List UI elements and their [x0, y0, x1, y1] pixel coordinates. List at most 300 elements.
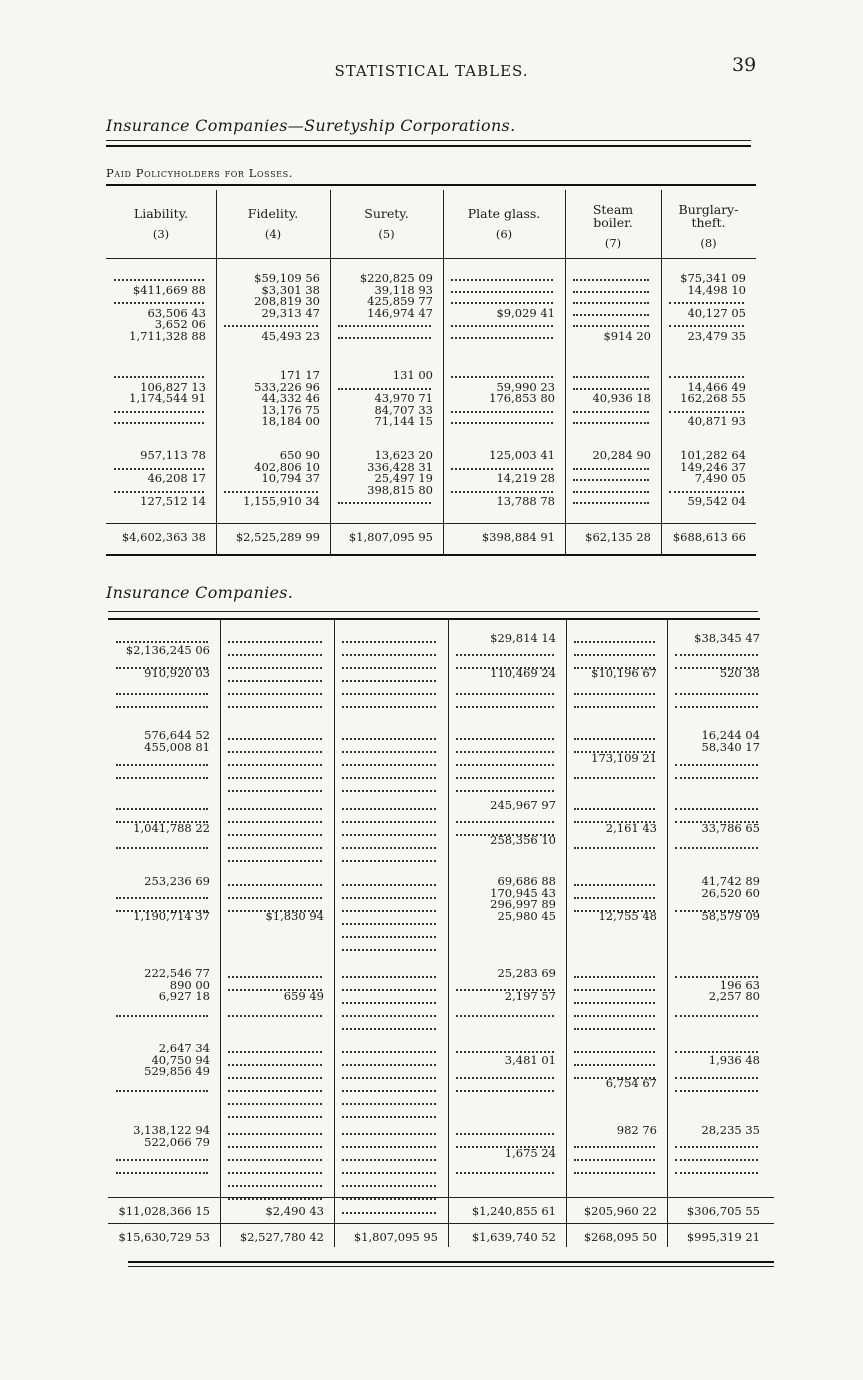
column-header-label: Fidelity. [247, 206, 299, 221]
table-cell: 196 63 2,257 80 [708, 977, 760, 1003]
dot-leader [573, 502, 649, 504]
dot-leader [342, 706, 436, 708]
table-cell: 101,282 64 149,246 37 7,490 05 59,542 04 [680, 448, 746, 508]
dot-leader [573, 388, 649, 390]
dot-leader [456, 764, 554, 766]
table-cell: $75,341 09 14,498 10 40,127 05 23,479 35 [680, 271, 746, 343]
table-cell: 131 00 43,970 71 84,707 33 71,144 15 [374, 368, 433, 428]
dot-leader [342, 654, 436, 656]
column-total: $1,807,095 95 [353, 1230, 438, 1244]
table-bottom-rule [128, 1266, 774, 1267]
dot-leader [456, 1090, 554, 1092]
dot-leader [675, 1051, 758, 1053]
table-cell: 125,003 41 14,219 28 13,788 78 [489, 448, 555, 508]
dot-leader [451, 376, 553, 378]
column-subtotal: $205,960 22 [583, 1204, 657, 1218]
column-divider [443, 190, 444, 556]
dot-leader [675, 706, 758, 708]
dot-leader [228, 860, 322, 862]
column-total: $4,602,363 38 [121, 530, 206, 544]
totals-rule [108, 1223, 774, 1224]
dot-leader [342, 764, 436, 766]
dot-leader [228, 693, 322, 695]
column-header-number: (6) [495, 227, 513, 241]
dot-leader [228, 989, 322, 991]
dot-leader [116, 1015, 208, 1017]
table-cell: 2,161 43 [605, 821, 657, 835]
table-cell: 222,546 77 890 00 6,927 18 [144, 966, 210, 1003]
dot-leader [224, 325, 318, 327]
title-rule [106, 145, 751, 147]
dot-leader [228, 1051, 322, 1053]
table-cell: 1,041,788 22 [133, 821, 210, 835]
dot-leader [228, 821, 322, 823]
dot-leader [228, 1133, 322, 1135]
dot-leader [342, 738, 436, 740]
column-subtotal: $2,490 43 [265, 1204, 324, 1218]
dot-leader [574, 989, 655, 991]
dot-leader [342, 1077, 436, 1079]
dot-leader [342, 693, 436, 695]
table-cell: 28,235 35 [701, 1123, 760, 1137]
table-cell: 982 76 [616, 1123, 657, 1137]
dot-leader [342, 680, 436, 682]
dot-leader [228, 790, 322, 792]
table-cell: $1,830 94 [265, 908, 324, 923]
dot-leader [228, 910, 322, 912]
table-cell: 6,754 67 [605, 1075, 657, 1090]
dot-leader [342, 667, 436, 669]
dot-leader [342, 860, 436, 862]
table-cell: 106,827 13 1,174,544 91 [129, 379, 206, 405]
dot-leader [456, 751, 554, 753]
dot-leader [451, 468, 553, 470]
table-cell: 2,647 34 40,750 94 529,856 49 [144, 1041, 210, 1078]
dot-leader [116, 667, 208, 669]
table-cell: $411,669 88 63,506 43 3,652 06 1,711,328 88 [129, 282, 206, 343]
totals-rule [106, 523, 756, 524]
dot-leader [573, 422, 649, 424]
dot-leader [574, 1159, 655, 1161]
dot-leader [228, 738, 322, 740]
dot-leader [342, 1198, 436, 1200]
table-cell [334, 633, 448, 713]
dot-leader [114, 491, 204, 493]
title-rule [106, 140, 751, 141]
dot-leader [456, 1133, 554, 1135]
dot-leader [456, 777, 554, 779]
dot-leader [116, 1172, 208, 1174]
dot-leader [456, 667, 554, 669]
dot-leader [574, 777, 655, 779]
dot-leader [342, 1185, 436, 1187]
column-header-number: (4) [264, 227, 282, 241]
column-subtotal: $11,028,366 15 [118, 1204, 210, 1218]
column-total: $688,613 66 [672, 530, 746, 544]
column-total: $1,807,095 95 [348, 530, 433, 544]
table-cell: 40,936 18 [592, 391, 651, 405]
dot-leader [342, 923, 436, 925]
dot-leader [574, 884, 655, 886]
table-cell: 13,623 20 336,428 31 25,497 19 398,815 80 [367, 448, 433, 497]
dot-leader [456, 1051, 554, 1053]
dot-leader [573, 302, 649, 304]
dot-leader [451, 491, 553, 493]
table-cell: 1,936 48 [708, 1052, 760, 1067]
dot-leader [228, 847, 322, 849]
dot-leader [342, 1146, 436, 1148]
dot-leader [574, 1051, 655, 1053]
dot-leader [342, 808, 436, 810]
dot-leader [675, 1159, 758, 1161]
dot-leader [228, 976, 322, 978]
column-header-number: (5) [378, 227, 395, 241]
dot-leader [224, 491, 318, 493]
section-rule [108, 611, 758, 612]
dot-leader [574, 693, 655, 695]
dot-leader [116, 1159, 208, 1161]
subtotals-rule [108, 1197, 774, 1198]
dot-leader [675, 821, 758, 823]
column-total: $2,527,780 42 [239, 1230, 324, 1244]
dot-leader [342, 884, 436, 886]
dot-leader [573, 376, 649, 378]
dot-leader [338, 325, 431, 327]
dot-leader [669, 325, 744, 327]
column-divider [448, 620, 449, 1247]
column-header-number: (3) [152, 227, 170, 241]
dot-leader [669, 491, 744, 493]
table-cell: 12,755 48 [598, 908, 657, 923]
dot-leader [228, 808, 322, 810]
dot-leader [574, 654, 655, 656]
dot-leader [342, 1103, 436, 1105]
dot-leader [228, 680, 322, 682]
table-top-rule [106, 184, 756, 186]
dot-leader [342, 1028, 436, 1030]
dot-leader [342, 1212, 436, 1214]
dot-leader [228, 1090, 322, 1092]
column-header [661, 203, 756, 250]
dot-leader [116, 808, 208, 810]
dot-leader [228, 834, 322, 836]
dot-leader [456, 1077, 554, 1079]
dot-leader [675, 1172, 758, 1174]
dot-leader [574, 706, 655, 708]
dot-leader [342, 1116, 436, 1118]
dot-leader [451, 291, 553, 293]
column-divider [566, 620, 567, 1247]
column-divider [565, 190, 566, 556]
table-cell: $29,814 14 110,469 24 [490, 631, 556, 680]
dot-leader [338, 502, 431, 504]
dot-leader [456, 989, 554, 991]
table-cell: 33,786 65 [701, 821, 760, 835]
dot-leader [456, 790, 554, 792]
dot-leader [342, 641, 436, 643]
dot-leader [228, 1015, 322, 1017]
dot-leader [574, 738, 655, 740]
dot-leader [456, 1172, 554, 1174]
dot-leader [573, 411, 649, 413]
dot-leader [675, 693, 758, 695]
dot-leader [675, 910, 758, 912]
table-subhead: Paid Policyholders for Losses. [106, 166, 293, 180]
dot-leader [342, 1064, 436, 1066]
dot-leader [675, 654, 758, 656]
column-header-label: Burglary-theft. [678, 202, 739, 230]
table-cell: $59,109 56 $3,301 38 208,819 30 29,313 47 45,493 23 [254, 271, 320, 343]
dot-leader [573, 314, 649, 316]
dot-leader [675, 667, 758, 669]
dot-leader [342, 1159, 436, 1161]
dot-leader [574, 1015, 655, 1017]
column-header [330, 207, 443, 241]
header-rule [106, 258, 756, 259]
table-cell [220, 1043, 334, 1118]
dot-leader [342, 790, 436, 792]
dot-leader [116, 764, 208, 766]
dot-leader [342, 1133, 436, 1135]
dot-leader [669, 376, 744, 378]
dot-leader [342, 989, 436, 991]
column-divider [216, 190, 217, 556]
dot-leader [574, 976, 655, 978]
dot-leader [456, 1015, 554, 1017]
table-cell: $38,345 47 520 38 [694, 631, 760, 680]
dot-leader [228, 1103, 322, 1105]
dot-leader [574, 821, 655, 823]
column-header-number: (8) [700, 236, 717, 250]
dot-leader [342, 834, 436, 836]
dot-leader [574, 910, 655, 912]
dot-leader [451, 337, 553, 339]
dot-leader [114, 279, 204, 281]
dot-leader [342, 976, 436, 978]
dot-leader [116, 821, 208, 823]
column-header-label: Steam boiler. [592, 202, 634, 230]
dot-leader [338, 337, 431, 339]
dot-leader [675, 976, 758, 978]
dot-leader [342, 1015, 436, 1017]
table-bottom-rule [128, 1261, 774, 1263]
dot-leader [116, 910, 208, 912]
dot-leader [451, 279, 553, 281]
dot-leader [451, 411, 553, 413]
dot-leader [675, 808, 758, 810]
dot-leader [574, 847, 655, 849]
dot-leader [228, 884, 322, 886]
dot-leader [342, 751, 436, 753]
dot-leader [228, 641, 322, 643]
column-total: $398,884 91 [481, 530, 555, 544]
column-header-label: Surety. [364, 206, 409, 221]
column-divider [667, 620, 668, 1247]
dot-leader [675, 1090, 758, 1092]
dot-leader [338, 388, 431, 390]
section-title-insurance-companies: Insurance Companies. [106, 583, 294, 602]
dot-leader [114, 376, 204, 378]
table-cell: 41,742 89 26,520 60 58,579 09 [701, 874, 760, 923]
dot-leader [228, 1064, 322, 1066]
dot-leader [574, 808, 655, 810]
column-header-label: Liability. [133, 206, 189, 221]
column-total: $1,639,740 52 [471, 1230, 556, 1244]
dot-leader [675, 1015, 758, 1017]
column-divider [220, 620, 221, 1247]
table-cell: $2,136,245 06 910,920 03 [125, 642, 210, 680]
dot-leader [456, 821, 554, 823]
dot-leader [573, 291, 649, 293]
column-total: $995,319 21 [686, 1230, 760, 1244]
dot-leader [342, 821, 436, 823]
dot-leader [456, 654, 554, 656]
dot-leader [114, 422, 204, 424]
dot-leader [573, 491, 649, 493]
dot-leader [228, 667, 322, 669]
table-cell: 957,113 78 46,208 17 127,512 14 [140, 448, 206, 508]
dot-leader [228, 1116, 322, 1118]
column-header [443, 207, 565, 241]
table-cell: 173,109 21 [591, 751, 657, 765]
dot-leader [456, 693, 554, 695]
column-header-number: (7) [604, 236, 622, 250]
dot-leader [669, 411, 744, 413]
table-cell: 171 17 533,226 96 44,332 46 13,176 75 18,184 00 [254, 368, 320, 428]
table-cell: $914 20 [603, 328, 651, 343]
dot-leader [574, 1002, 655, 1004]
column-total: $62,135 28 [585, 530, 651, 544]
dot-leader [228, 897, 322, 899]
dot-leader [574, 1077, 655, 1079]
dot-leader [228, 1172, 322, 1174]
column-divider [661, 190, 662, 556]
table-cell: 245,967 97 258,356 10 [490, 798, 556, 847]
dot-leader [342, 1090, 436, 1092]
table-cell: 20,284 90 [592, 448, 651, 462]
dot-leader [116, 693, 208, 695]
table-top-rule [108, 618, 760, 620]
dot-leader [114, 302, 204, 304]
dot-leader [116, 847, 208, 849]
dot-leader [574, 1146, 655, 1148]
dot-leader [342, 897, 436, 899]
dot-leader [342, 936, 436, 938]
dot-leader [342, 777, 436, 779]
dot-leader [573, 468, 649, 470]
dot-leader [574, 1064, 655, 1066]
dot-leader [116, 777, 208, 779]
dot-leader [116, 897, 208, 899]
dot-leader [675, 1077, 758, 1079]
column-total: $15,630,729 53 [118, 1230, 210, 1244]
table-cell: 650 90 402,806 10 10,794 37 1,155,910 34 [243, 448, 320, 508]
table-cell: 1,675 24 [504, 1146, 556, 1160]
table-cell [220, 633, 334, 713]
dot-leader [669, 302, 744, 304]
dot-leader [342, 1002, 436, 1004]
dot-leader [342, 847, 436, 849]
dot-leader [114, 468, 204, 470]
dot-leader [456, 834, 554, 836]
dot-leader [451, 302, 553, 304]
dot-leader [228, 1185, 322, 1187]
dot-leader [573, 325, 649, 327]
section-title-suretyship: Insurance Companies—Suretyship Corporations. [106, 116, 516, 135]
dot-leader [228, 1159, 322, 1161]
dot-leader [116, 641, 208, 643]
dot-leader [342, 910, 436, 912]
dot-leader [456, 738, 554, 740]
table-cell: 3,481 01 [504, 1052, 556, 1067]
dot-leader [574, 667, 655, 669]
dot-leader [228, 1198, 322, 1200]
column-header [216, 207, 330, 241]
dot-leader [116, 1090, 208, 1092]
column-divider [330, 190, 331, 556]
dot-leader [228, 1077, 322, 1079]
column-header [106, 207, 216, 241]
dot-leader [456, 706, 554, 708]
column-header-label: Plate glass. [467, 206, 541, 221]
column-total: $2,525,289 99 [235, 530, 320, 544]
table-cell: 576,644 52 455,008 81 [144, 728, 210, 754]
table-cell: $9,029 41 [496, 305, 555, 320]
dot-leader [573, 279, 649, 281]
table-cell: 659 49 [283, 989, 324, 1003]
table-cell: 59,990 23 176,853 80 [489, 379, 555, 405]
dot-leader [342, 1051, 436, 1053]
dot-leader [228, 777, 322, 779]
column-subtotal: $1,240,855 61 [471, 1204, 556, 1218]
dot-leader [574, 641, 655, 643]
column-header [565, 203, 661, 250]
table-cell: 69,686 88 170,945 43 296,997 89 25,980 45 [490, 874, 556, 923]
dot-leader [675, 764, 758, 766]
table-cell: 253,236 69 1,190,714 37 [133, 874, 210, 923]
table-cell: $10,196 67 [591, 665, 657, 680]
dot-leader [228, 1146, 322, 1148]
table-bottom-rule [106, 554, 756, 556]
dot-leader [228, 706, 322, 708]
dot-leader [228, 751, 322, 753]
table-cell: 25,283 69 2,197 57 [497, 966, 556, 1003]
dot-leader [574, 897, 655, 899]
dot-leader [675, 1146, 758, 1148]
column-subtotal: $306,705 55 [686, 1204, 760, 1218]
column-total: $268,095 50 [583, 1230, 657, 1244]
table-cell [334, 876, 448, 951]
page-number: 39 [732, 54, 757, 76]
table-cell: 3,138,122 94 522,066 79 [133, 1123, 210, 1149]
dot-leader [675, 777, 758, 779]
table-cell [334, 1043, 448, 1118]
dot-leader [116, 706, 208, 708]
dot-leader [456, 1146, 554, 1148]
dot-leader [228, 654, 322, 656]
dot-leader [451, 422, 553, 424]
dot-leader [342, 1172, 436, 1174]
dot-leader [451, 325, 553, 327]
table-cell: 16,244 04 58,340 17 [701, 728, 760, 754]
dot-leader [574, 1028, 655, 1030]
table-cell: 14,466 49 162,268 55 40,871 93 [680, 379, 746, 428]
dot-leader [573, 479, 649, 481]
table-cell: $220,825 09 39,118 93 425,859 77 146,974 47 [359, 271, 433, 320]
dot-leader [342, 949, 436, 951]
dot-leader [675, 847, 758, 849]
column-divider [334, 620, 335, 1247]
